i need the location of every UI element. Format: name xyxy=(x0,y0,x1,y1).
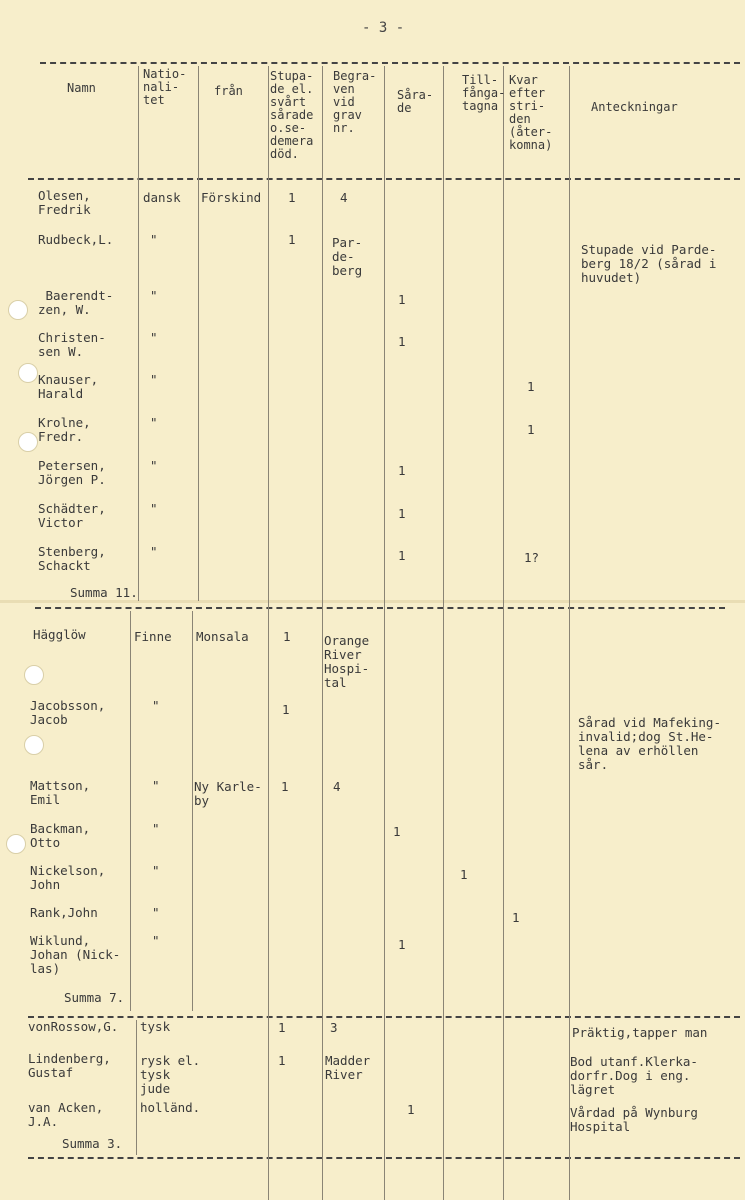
row-nationalitet: " xyxy=(150,288,158,303)
column-rule xyxy=(503,66,504,1200)
row-kvar: 1? xyxy=(524,550,540,565)
row-stupade: 1 xyxy=(278,1020,286,1035)
row-anteckningar: Vårdad på Wynburg Hospital xyxy=(570,1105,698,1134)
header-nationalitet: Natio- nali- tet xyxy=(143,67,187,107)
row-sarade: 1 xyxy=(398,506,406,521)
row-namn: Krolne, Fredr. xyxy=(38,415,91,444)
row-fran: Monsala xyxy=(196,629,249,644)
header-begraven: Begra- ven vid grav nr. xyxy=(333,69,377,135)
row-sarade: 1 xyxy=(398,334,406,349)
column-rule xyxy=(443,66,444,1200)
column-rule xyxy=(384,66,385,1200)
row-nationalitet: dansk xyxy=(143,190,181,205)
row-namn: Knauser, Harald xyxy=(38,372,99,401)
row-namn: Hägglöw xyxy=(33,627,86,642)
row-nationalitet: " xyxy=(150,415,158,430)
column-rule xyxy=(268,66,269,1200)
header-stupade: Stupa- de el. svårt sårade o.se- demera död. xyxy=(270,69,314,161)
row-nationalitet: " xyxy=(152,905,160,920)
row-begraven: Madder River xyxy=(325,1053,371,1082)
row-namn: Schädter, Victor xyxy=(38,501,106,530)
row-begraven: 4 xyxy=(340,190,348,205)
column-rule xyxy=(192,611,193,1011)
binder-hole-icon xyxy=(24,665,44,685)
row-nationalitet: " xyxy=(152,778,160,793)
row-nationalitet: Finne xyxy=(134,629,172,644)
row-anteckningar: Sårad vid Mafeking- invalid;dog St.He- lena av erhöllen sår. xyxy=(578,715,721,772)
row-sarade: 1 xyxy=(398,937,406,952)
row-begraven: 4 xyxy=(333,779,341,794)
row-begraven: Orange River Hospi- tal xyxy=(324,633,370,690)
column-rule xyxy=(322,66,323,1200)
row-namn: Rudbeck,L. xyxy=(38,232,114,247)
column-rule xyxy=(569,66,570,1200)
row-fran: Förskind xyxy=(201,190,262,205)
header-fran: från xyxy=(214,84,243,98)
row-sarade: 1 xyxy=(407,1102,415,1117)
row-stupade: 1 xyxy=(281,779,289,794)
row-stupade: 1 xyxy=(278,1053,286,1068)
row-nationalitet: " xyxy=(150,458,158,473)
header-kvar: Kvar efter stri- den (åter- komna) xyxy=(509,73,553,152)
row-nationalitet: " xyxy=(150,501,158,516)
row-stupade: 1 xyxy=(288,190,296,205)
row-begraven: 3 xyxy=(330,1020,338,1035)
row-sarade: 1 xyxy=(398,548,406,563)
row-nationalitet: " xyxy=(150,232,158,247)
row-namn: Stenberg, Schackt xyxy=(38,544,106,573)
row-sarade: 1 xyxy=(398,463,406,478)
row-kvar: 1 xyxy=(527,379,535,394)
binder-hole-icon xyxy=(8,300,28,320)
row-namn: Backman, Otto xyxy=(30,821,91,850)
header-sarade: Såra- de xyxy=(397,88,434,115)
row-nationalitet: tysk xyxy=(140,1019,171,1034)
binder-hole-icon xyxy=(18,432,38,452)
row-namn: Petersen, Jörgen P. xyxy=(38,458,106,487)
row-nationalitet: " xyxy=(150,330,158,345)
row-stupade: 1 xyxy=(288,232,296,247)
column-rule xyxy=(138,66,139,601)
row-namn: Christen- sen W. xyxy=(38,330,106,359)
header-namn: Namn xyxy=(67,81,96,95)
row-nationalitet: " xyxy=(150,372,158,387)
row-nationalitet: holländ. xyxy=(140,1100,201,1115)
row-namn: Olesen, Fredrik xyxy=(38,188,91,217)
column-rule xyxy=(198,66,199,601)
row-nationalitet: " xyxy=(150,544,158,559)
row-kvar: 1 xyxy=(527,422,535,437)
row-namn: Rank,John xyxy=(30,905,98,920)
row-nationalitet: " xyxy=(152,933,160,948)
row-nationalitet: rysk el. tysk jude xyxy=(140,1053,201,1096)
row-nationalitet: " xyxy=(152,821,160,836)
row-namn: Jacobsson, Jacob xyxy=(30,698,106,727)
binder-hole-icon xyxy=(6,834,26,854)
column-rule xyxy=(136,1020,137,1155)
binder-hole-icon xyxy=(24,735,44,755)
row-stupade: 1 xyxy=(282,702,290,717)
row-fran: Ny Karle- by xyxy=(194,779,262,808)
row-nationalitet: " xyxy=(152,698,160,713)
row-namn: Lindenberg, Gustaf xyxy=(28,1051,111,1080)
header-anteckningar: Anteckningar xyxy=(591,100,678,114)
row-sarade: 1 xyxy=(398,292,406,307)
row-kvar: 1 xyxy=(512,910,520,925)
section-rule xyxy=(35,607,725,609)
row-sarade: 1 xyxy=(393,824,401,839)
row-namn: Nickelson, John xyxy=(30,863,106,892)
row-namn: Mattson, Emil xyxy=(30,778,91,807)
row-stupade: 1 xyxy=(283,629,291,644)
row-begraven: Par- de- berg xyxy=(332,235,363,278)
binder-hole-icon xyxy=(18,363,38,383)
column-rule xyxy=(130,611,131,1011)
row-namn: vonRossow,G. xyxy=(28,1019,119,1034)
row-tillfangatagna: 1 xyxy=(460,867,468,882)
header-tillfangatagna: Till- fånga- tagna xyxy=(462,73,506,113)
row-namn: Baerendt- zen, W. xyxy=(38,288,114,317)
row-namn: van Acken, J.A. xyxy=(28,1100,104,1129)
row-anteckningar: Präktig,tapper man xyxy=(572,1025,708,1040)
page-number: - 3 - xyxy=(362,20,405,36)
row-nationalitet: " xyxy=(152,863,160,878)
row-namn: Wiklund, Johan (Nick- las) xyxy=(30,933,121,976)
table-top-rule xyxy=(40,62,740,64)
paper-fold xyxy=(0,600,745,603)
section-summa: Summa 3. xyxy=(62,1136,123,1151)
section-summa: Summa 7. xyxy=(64,990,125,1005)
row-anteckningar: Bod utanf.Klerka- dorfr.Dog i eng. lägret xyxy=(570,1054,698,1097)
section-summa: Summa 11. xyxy=(70,585,138,600)
row-anteckningar: Stupade vid Parde- berg 18/2 (sårad i huvudet) xyxy=(581,242,717,285)
